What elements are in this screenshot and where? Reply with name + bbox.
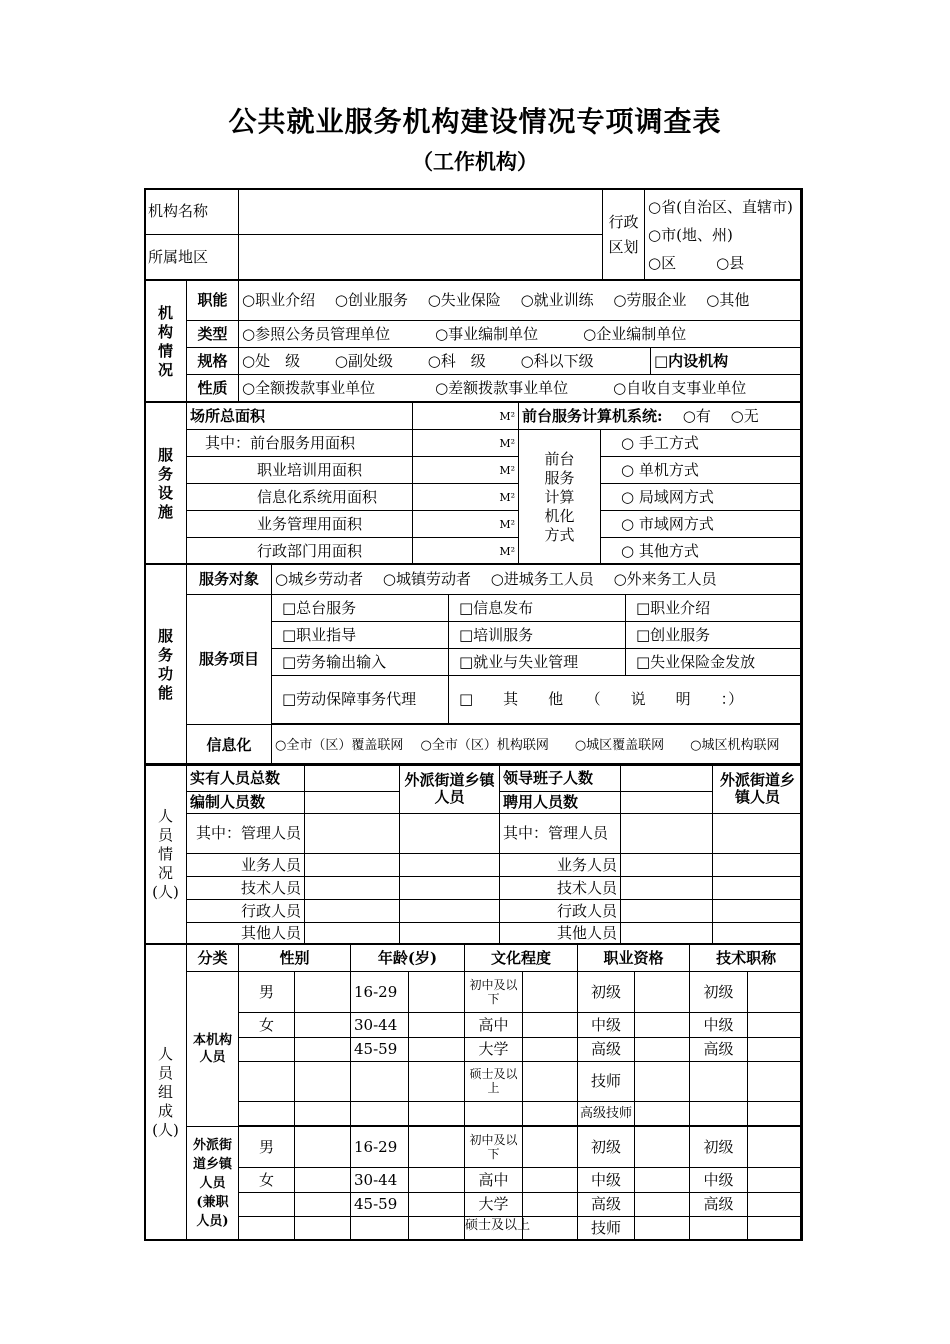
qual-level: 中级 — [578, 1168, 635, 1192]
title-level: 高级 — [690, 1192, 748, 1216]
age-range: 16-29 — [351, 972, 409, 1013]
basic-info-table — [144, 188, 803, 281]
mode-city-net[interactable]: ○ 市域网方式 — [601, 511, 803, 538]
mode-lan[interactable]: ○ 局域网方式 — [601, 484, 803, 511]
role-label: 其他人员 — [187, 923, 305, 945]
qual-level: 高级技师 — [578, 1102, 635, 1126]
count-field[interactable] — [409, 1192, 465, 1216]
count-field[interactable] — [523, 1061, 578, 1101]
leaders-field[interactable] — [621, 765, 713, 792]
section-divider — [144, 943, 802, 945]
item-front-desk[interactable]: □总台服务 — [272, 595, 449, 622]
computer-system-row[interactable]: 前台服务计算机系统: ○有 ○无 — [519, 403, 803, 430]
title-level: 初级 — [690, 1127, 748, 1168]
area-it-field[interactable]: M² — [413, 484, 519, 511]
role-field[interactable] — [305, 923, 400, 945]
count-field[interactable] — [523, 1013, 578, 1037]
area-business-label: 业务管理用面积 — [187, 511, 413, 538]
count-field[interactable] — [523, 972, 578, 1013]
count-field[interactable] — [409, 1013, 465, 1037]
role-field[interactable] — [305, 900, 400, 923]
age-range: 30-44 — [351, 1168, 409, 1192]
composition-table — [144, 944, 803, 1241]
leaders-label: 领导班子人数 — [500, 765, 621, 792]
count-field[interactable] — [635, 1061, 690, 1101]
role-label: 行政人员 — [500, 900, 621, 923]
qual-level: 中级 — [578, 1013, 635, 1037]
role-field[interactable] — [713, 854, 803, 877]
qual-level: 初级 — [578, 972, 635, 1013]
item-labor-security-agency[interactable]: □劳动保障事务代理 — [272, 676, 449, 724]
area-front-label: 其中：前台服务用面积 — [187, 430, 413, 457]
edu-level: 初中及以下 — [465, 972, 523, 1013]
count-field[interactable] — [409, 1037, 465, 1061]
informatization-label: 信息化 — [187, 725, 272, 766]
count-field[interactable] — [635, 972, 690, 1013]
count-field[interactable] — [523, 1192, 578, 1216]
section-divider — [144, 763, 802, 765]
computerization-mode-label: 前台服务计算机化方式 — [519, 430, 601, 565]
edu-level: 高中 — [465, 1168, 523, 1192]
region-label: 所属地区 — [145, 235, 239, 281]
establishment-label: 编制人员数 — [187, 792, 305, 814]
area-admin-field[interactable]: M² — [413, 538, 519, 565]
total-area-label: 场所总面积 — [187, 403, 413, 430]
area-it-label: 信息化系统用面积 — [187, 484, 413, 511]
section-divider — [144, 401, 802, 403]
count-field[interactable] — [523, 1127, 578, 1168]
mgmt-left-label: 其中：管理人员 — [187, 814, 305, 854]
count-field[interactable] — [748, 1168, 803, 1192]
mgmt-right-label: 其中：管理人员 — [500, 814, 621, 854]
internal-org-checkbox[interactable]: □内设机构 — [651, 348, 803, 375]
col-category: 分类 — [187, 945, 239, 972]
item-employment-mgmt[interactable]: □就业与失业管理 — [449, 649, 626, 676]
org-info-table — [144, 280, 803, 403]
col-age: 年龄(岁) — [351, 945, 465, 972]
role-field[interactable] — [713, 900, 803, 923]
role-field[interactable] — [621, 923, 713, 945]
hired-label: 聘用人员数 — [500, 792, 621, 814]
facility-side-label: 服 务 设 施 — [145, 403, 187, 565]
staff-table — [144, 764, 803, 945]
item-info-release[interactable]: □信息发布 — [449, 595, 626, 622]
dispatched-label-right: 外派街道乡镇人员 — [713, 765, 803, 814]
age-range: 45-59 — [351, 1037, 409, 1061]
facility-table — [144, 402, 803, 565]
count-field[interactable] — [635, 1192, 690, 1216]
edu-level: 初中及以下 — [465, 1127, 523, 1168]
count-field[interactable] — [748, 1192, 803, 1216]
item-job-intro[interactable]: □职业介绍 — [626, 595, 803, 622]
group-own-staff: 本机构人员 — [187, 972, 239, 1127]
col-qualification: 职业资格 — [578, 945, 690, 972]
role-field[interactable] — [713, 877, 803, 900]
dispatched-label-left: 外派街道乡镇人员 — [400, 765, 500, 814]
service-side-label: 服 务 功 能 — [145, 565, 187, 766]
admin-opt-county[interactable]: ○县 — [716, 253, 745, 272]
qual-level: 高级 — [578, 1192, 635, 1216]
count-field[interactable] — [635, 1037, 690, 1061]
edu-level: 硕士及以上 — [465, 1061, 523, 1101]
role-label: 业务人员 — [187, 854, 305, 877]
item-entrepreneurship[interactable]: □创业服务 — [626, 622, 803, 649]
service-table — [144, 564, 803, 766]
total-staff-field[interactable] — [305, 765, 400, 792]
item-other[interactable]: □ 其 他 （ 说 明 ：） — [449, 676, 803, 724]
role-label: 业务人员 — [500, 854, 621, 877]
role-label: 行政人员 — [187, 900, 305, 923]
count-field[interactable] — [635, 1168, 690, 1192]
count-field[interactable] — [523, 1168, 578, 1192]
area-training-label: 职业培训用面积 — [187, 457, 413, 484]
scale-options[interactable]: ○处 级 ○副处级 ○科 级 ○科以下级 — [239, 348, 651, 375]
item-unemployment-benefit[interactable]: □失业保险金发放 — [626, 649, 803, 676]
count-field[interactable] — [523, 1037, 578, 1061]
page-subtitle: （工作机构） — [412, 149, 538, 174]
service-target-options[interactable]: ○城乡劳动者 ○城镇劳动者 ○进城务工人员 ○外来务工人员 — [272, 565, 803, 595]
role-field[interactable] — [621, 877, 713, 900]
item-labor-export[interactable]: □劳务输出输入 — [272, 649, 449, 676]
mgmt-left-field[interactable] — [305, 814, 400, 854]
admin-division-label: 行政 区划 — [603, 189, 645, 281]
col-title: 技术职称 — [690, 945, 803, 972]
qual-level: 技师 — [578, 1061, 635, 1101]
count-field[interactable] — [635, 1216, 690, 1240]
count-field[interactable] — [635, 1127, 690, 1168]
nature-label: 性质 — [187, 375, 239, 403]
count-field[interactable] — [409, 1127, 465, 1168]
edu-level: 大学 — [465, 1192, 523, 1216]
count-field[interactable] — [295, 1192, 351, 1216]
item-career-guidance[interactable]: □职业指导 — [272, 622, 449, 649]
area-admin-label: 行政部门用面积 — [187, 538, 413, 565]
count-field[interactable] — [635, 1013, 690, 1037]
qual-level: 初级 — [578, 1127, 635, 1168]
role-field[interactable] — [621, 854, 713, 877]
role-field[interactable] — [305, 854, 400, 877]
title-level: 中级 — [690, 1168, 748, 1192]
qual-level: 技师 — [578, 1216, 635, 1240]
type-label: 类型 — [187, 321, 239, 348]
role-label: 其他人员 — [500, 923, 621, 945]
total-area-field[interactable]: M² — [413, 403, 519, 430]
area-business-field[interactable]: M² — [413, 511, 519, 538]
group-dispatched-staff: 外派街道乡镇人员(兼职人员) — [187, 1127, 239, 1241]
mode-standalone[interactable]: ○ 单机方式 — [601, 457, 803, 484]
org-name-field[interactable] — [239, 189, 603, 235]
edu-level: 高中 — [465, 1013, 523, 1037]
composition-side-label: 人 员 组 成 (人) — [145, 945, 187, 1241]
page-title: 公共就业服务机构建设情况专项调查表 — [228, 105, 722, 138]
role-field[interactable] — [400, 854, 500, 877]
age-range: 16-29 — [351, 1127, 409, 1168]
scale-label: 规格 — [187, 348, 239, 375]
org-side-label: 机 构 情 况 — [145, 281, 187, 403]
area-training-field[interactable]: M² — [413, 457, 519, 484]
count-field[interactable] — [748, 972, 803, 1013]
count-field[interactable] — [748, 1037, 803, 1061]
age-range: 30-44 — [351, 1013, 409, 1037]
count-field[interactable] — [295, 972, 351, 1013]
count-field[interactable] — [523, 1216, 578, 1240]
role-field[interactable] — [713, 923, 803, 945]
count-field[interactable] — [295, 1013, 351, 1037]
title-level: 高级 — [690, 1037, 748, 1061]
role-field[interactable] — [621, 900, 713, 923]
edu-level: 硕士及以上 — [465, 1216, 523, 1240]
role-label: 技术人员 — [500, 877, 621, 900]
edu-level: 大学 — [465, 1037, 523, 1061]
count-field[interactable] — [748, 1127, 803, 1168]
admin-opt-district[interactable]: ○区 — [648, 253, 677, 272]
hired-field[interactable] — [621, 792, 713, 814]
mgmt-right-dispatched[interactable] — [713, 814, 803, 854]
admin-division-options[interactable] — [645, 189, 803, 281]
gender-male: 男 — [239, 972, 295, 1013]
count-field[interactable] — [295, 1168, 351, 1192]
mode-other[interactable]: ○ 其他方式 — [601, 538, 803, 565]
nature-options[interactable]: ○全额拨款事业单位 ○差额拨款事业单位 ○自收自支事业单位 — [239, 375, 803, 403]
region-field[interactable] — [239, 235, 603, 281]
role-field[interactable] — [400, 923, 500, 945]
count-field[interactable] — [409, 972, 465, 1013]
service-items-label: 服务项目 — [187, 595, 272, 725]
informatization-options[interactable]: ○全市（区）覆盖联网 ○全市（区）机构联网 ○城区覆盖联网 ○城区机构联网 — [272, 725, 803, 766]
staff-side-label: 人 员 情 况 (人) — [145, 765, 187, 945]
role-field[interactable] — [400, 900, 500, 923]
role-label: 技术人员 — [187, 877, 305, 900]
admin-opt-province[interactable]: ○省(自治区、直辖市) — [648, 197, 793, 216]
count-field[interactable] — [409, 1168, 465, 1192]
section-divider — [144, 563, 802, 565]
role-field[interactable] — [400, 877, 500, 900]
gender-female: 女 — [239, 1013, 295, 1037]
col-education: 文化程度 — [465, 945, 578, 972]
count-field[interactable] — [295, 1127, 351, 1168]
establishment-field[interactable] — [305, 792, 400, 814]
gender-male: 男 — [239, 1127, 295, 1168]
service-target-label: 服务对象 — [187, 565, 272, 595]
title-level: 中级 — [690, 1013, 748, 1037]
admin-opt-city[interactable]: ○市(地、州) — [648, 225, 733, 244]
mgmt-right-field[interactable] — [621, 814, 713, 854]
org-name-label: 机构名称 — [145, 189, 239, 235]
mode-manual[interactable]: ○ 手工方式 — [601, 430, 803, 457]
title-level: 初级 — [690, 972, 748, 1013]
role-field[interactable] — [305, 877, 400, 900]
count-field[interactable] — [295, 1037, 351, 1061]
count-field[interactable] — [635, 1102, 690, 1126]
item-training[interactable]: □培训服务 — [449, 622, 626, 649]
section-divider — [144, 279, 802, 281]
gender-female: 女 — [239, 1168, 295, 1192]
mgmt-left-dispatched[interactable] — [400, 814, 500, 854]
col-gender: 性别 — [239, 945, 351, 972]
qual-level: 高级 — [578, 1037, 635, 1061]
total-staff-label: 实有人员总数 — [187, 765, 305, 792]
count-field[interactable] — [748, 1013, 803, 1037]
function-options[interactable]: ○职业介绍 ○创业服务 ○失业保险 ○就业训练 ○劳服企业 ○其他 — [239, 281, 803, 321]
age-range: 45-59 — [351, 1192, 409, 1216]
type-options[interactable]: ○参照公务员管理单位 ○事业编制单位 ○企业编制单位 — [239, 321, 803, 348]
function-label: 职能 — [187, 281, 239, 321]
area-front-field[interactable]: M² — [413, 430, 519, 457]
